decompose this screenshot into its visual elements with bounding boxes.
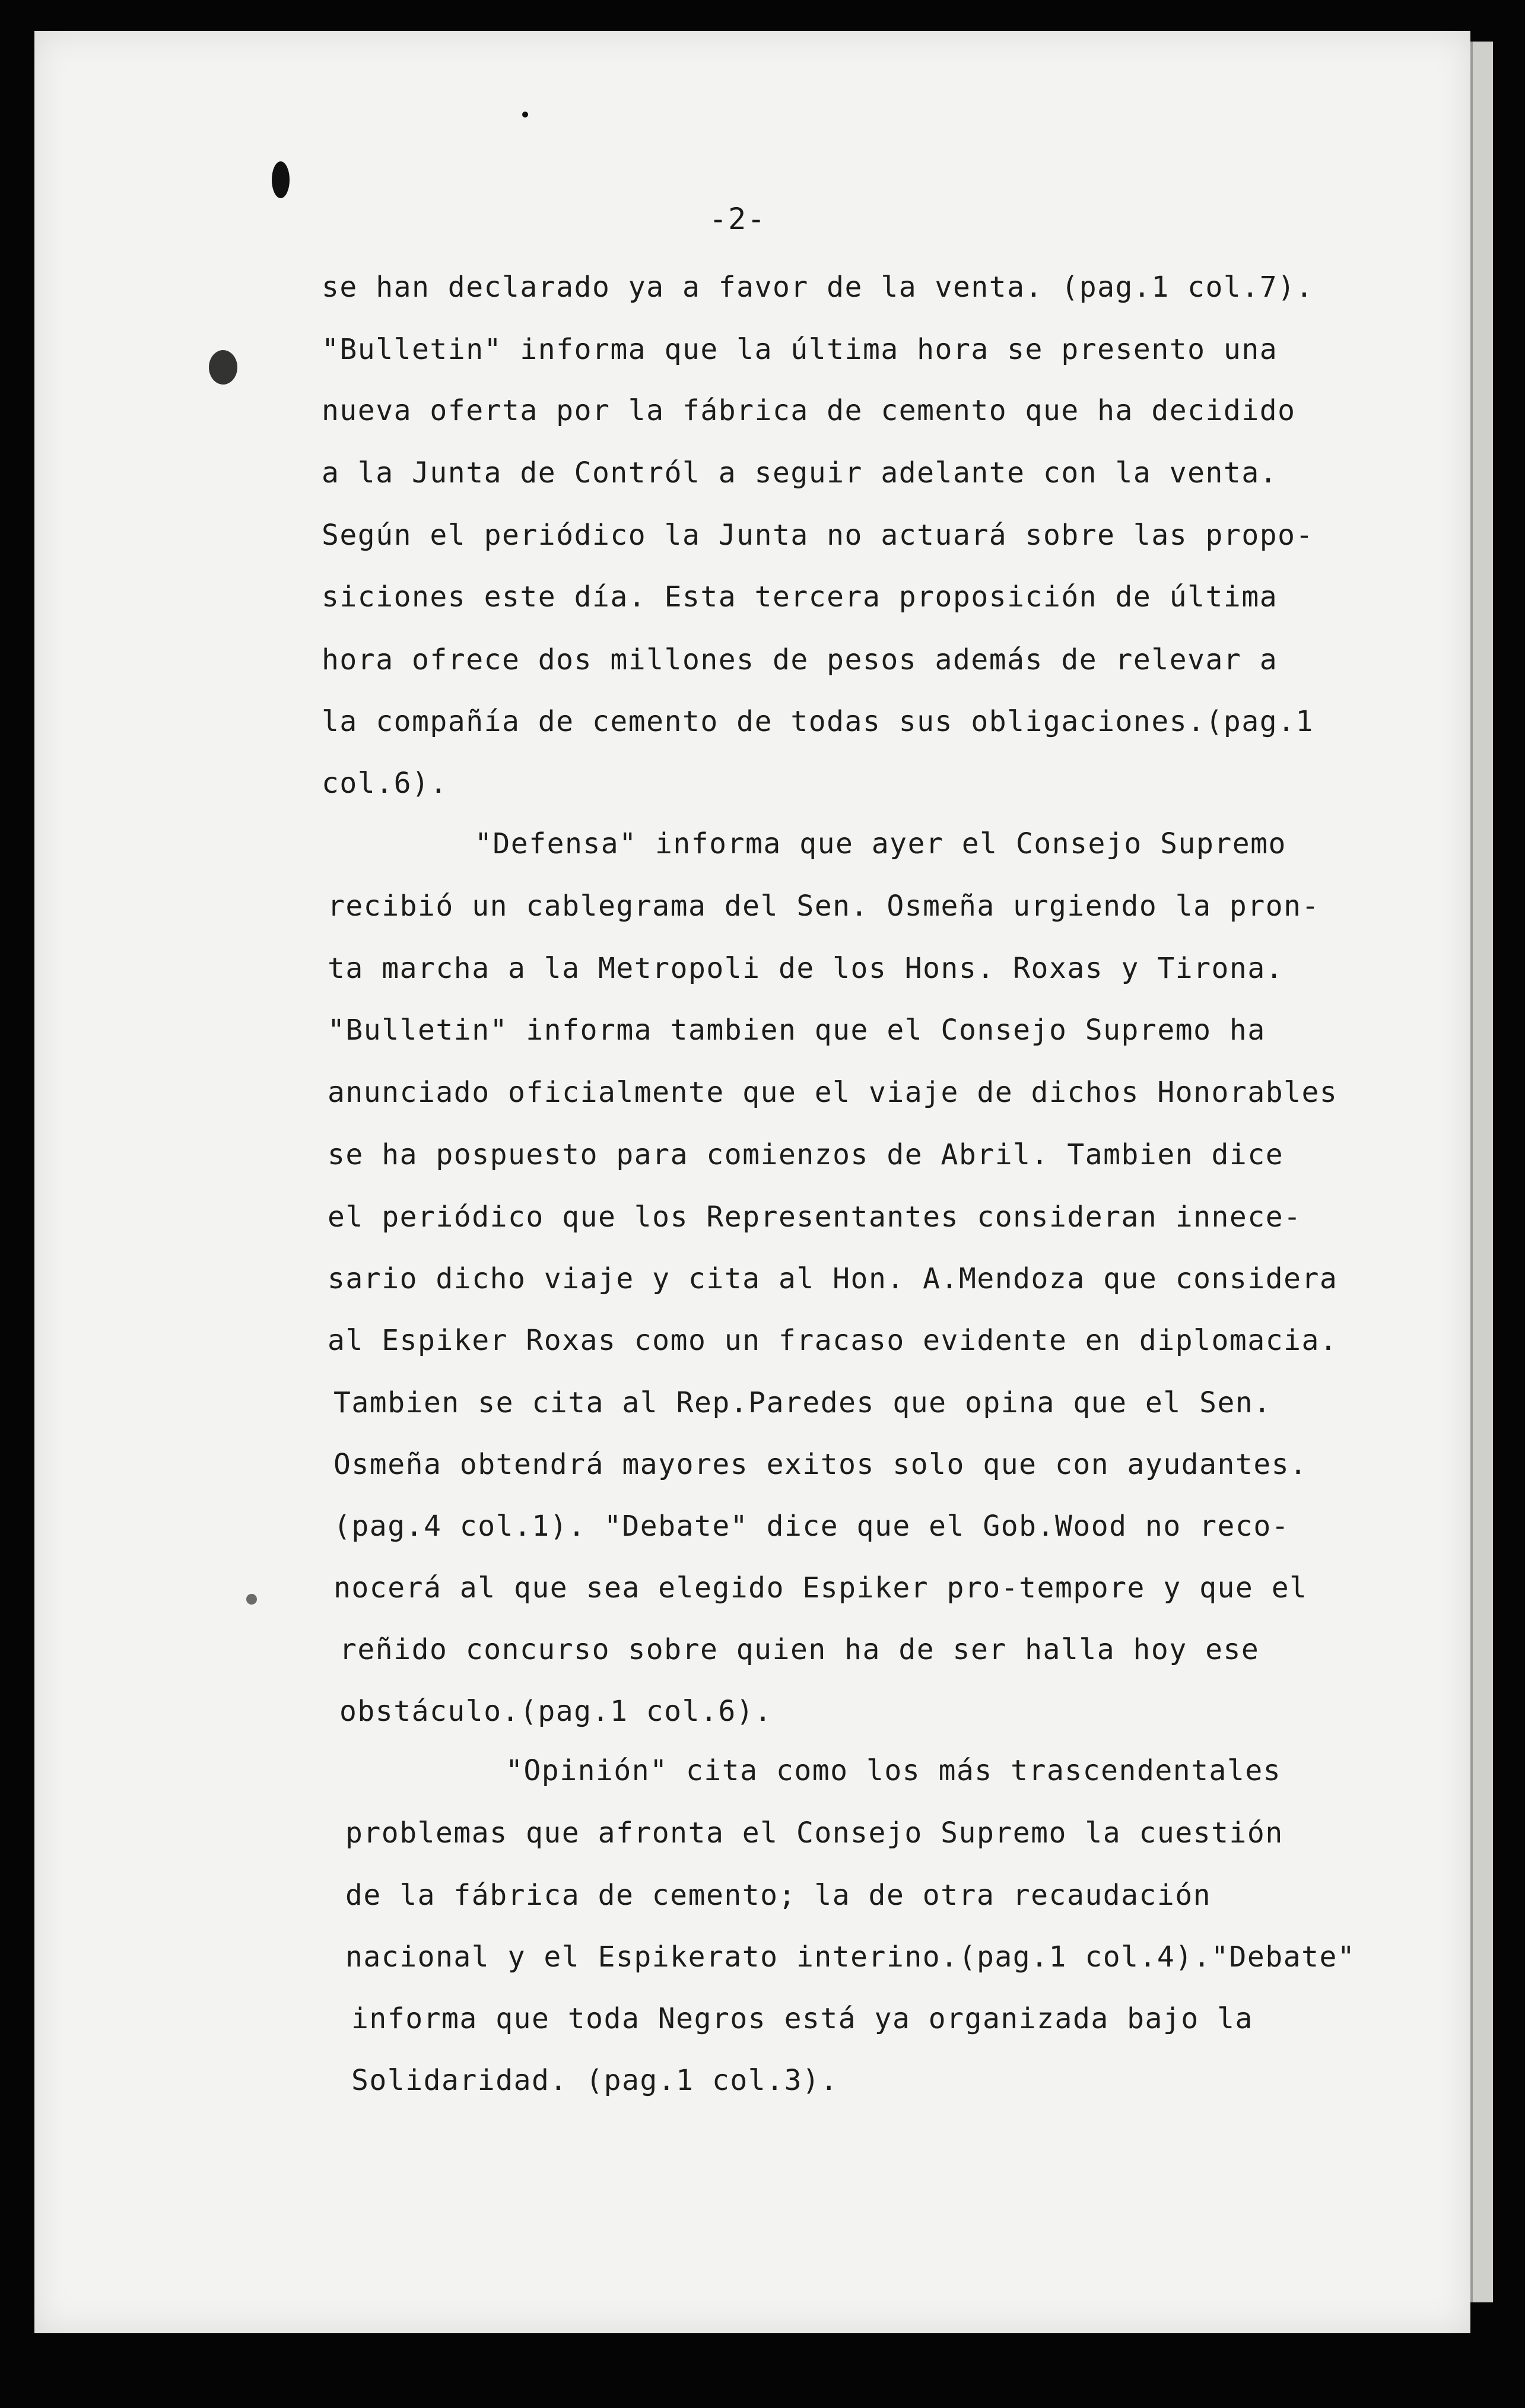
text-line: hora ofrece dos millones de pesos además de relevar a [322, 643, 1278, 676]
ink-dot [246, 1594, 257, 1605]
ink-blot [209, 350, 237, 385]
text-line: a la Junta de Contról a seguir adelante con la venta. [322, 456, 1278, 490]
text-line: anunciado oficialmente que el viaje de dichos Honorables [328, 1076, 1338, 1109]
text-line: obstáculo.(pag.1 col.6). [339, 1695, 773, 1728]
typewritten-page [34, 31, 1470, 2333]
text-line: reñido concurso sobre quien ha de ser halla hoy ese [339, 1633, 1260, 1666]
text-line: se ha pospuesto para comienzos de Abril. Tambien dice [328, 1138, 1284, 1171]
text-line: "Opinión" cita como los más trascendentales [506, 1754, 1282, 1787]
text-line: al Espiker Roxas como un fracaso evidente en diplomacia. [328, 1324, 1338, 1357]
text-line: Tambien se cita al Rep.Paredes que opina que el Sen. [333, 1386, 1272, 1419]
text-line: problemas que afronta el Consejo Supremo la cuestión [345, 1816, 1283, 1850]
text-line: Osmeña obtendrá mayores exitos solo que con ayudantes. [333, 1448, 1308, 1481]
text-line: Solidaridad. (pag.1 col.3). [351, 2064, 838, 2097]
text-line: informa que toda Negros está ya organizada bajo la [351, 2002, 1253, 2035]
text-line: "Bulletin" informa que la última hora se presento una [322, 333, 1278, 366]
ink-blot [272, 161, 290, 198]
text-line: se han declarado ya a favor de la venta. (pag.1 col.7). [322, 271, 1314, 304]
text-line: ta marcha a la Metropoli de los Hons. Roxas y Tirona. [328, 952, 1284, 985]
text-line: nocerá al que sea elegido Espiker pro-tempore y que el [333, 1571, 1308, 1605]
ink-dot [522, 112, 528, 117]
page-number: -2- [709, 202, 767, 236]
text-line: sario dicho viaje y cita al Hon. A.Mendoza que considera [328, 1262, 1338, 1295]
text-line: "Bulletin" informa tambien que el Consejo Supremo ha [328, 1014, 1266, 1047]
text-line: nacional y el Espikerato interino.(pag.1 col.4)."Debate" [345, 1940, 1356, 1974]
text-line: siciones este día. Esta tercera proposición de última [322, 580, 1278, 614]
text-line: el periódico que los Representantes consideran innece- [328, 1200, 1302, 1234]
text-line: recibió un cablegrama del Sen. Osmeña urgiendo la pron- [328, 890, 1320, 923]
text-line: de la fábrica de cemento; la de otra recaudación [345, 1879, 1212, 1912]
text-line: Según el periódico la Junta no actuará sobre las propo- [322, 519, 1314, 552]
text-line: "Defensa" informa que ayer el Consejo Supremo [475, 827, 1286, 860]
text-line: la compañía de cemento de todas sus obligaciones.(pag.1 [322, 705, 1314, 738]
text-line: (pag.4 col.1). "Debate" dice que el Gob.Wood no reco- [333, 1510, 1290, 1543]
text-line: col.6). [322, 767, 448, 800]
text-line: nueva oferta por la fábrica de cemento que ha decidido [322, 394, 1296, 427]
page-edge [1470, 42, 1493, 2302]
